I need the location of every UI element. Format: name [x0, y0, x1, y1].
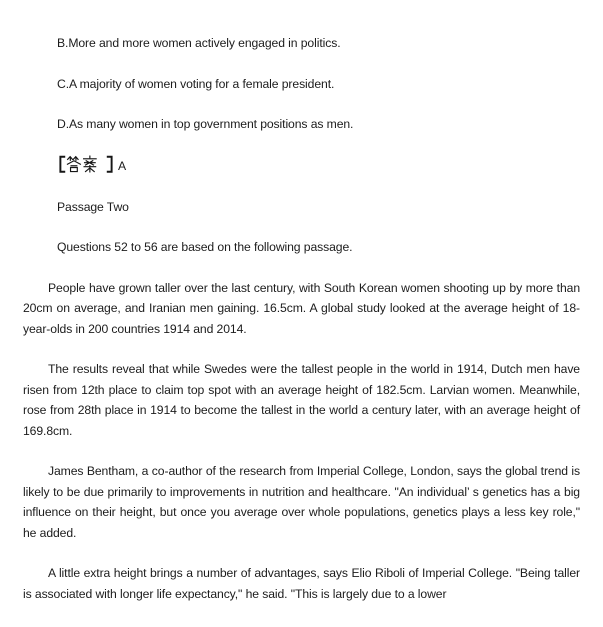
passage-paragraph-2: The results reveal that while Swedes were the tallest people in the world in 1914, Dutch men have risen from 12th place to claim top spot with an average height of 182.5cm. Larvian women. Meanwhile, rose from 28th place in 1914 to become the tallest in the world a century later, with an average height of 169.8cm.	[23, 362, 580, 438]
passage-heading: Passage Two	[57, 199, 129, 214]
passage-paragraph-1: People have grown taller over the last century, with South Korean women shooting up by more than 20cm on average, and Iranian men gaining. 16.5cm. A global study looked at the average height of 18-year-olds in 200 countries 1914 and 2014.	[23, 280, 580, 336]
answer-value: A	[118, 159, 127, 173]
option-c: C.A majority of women voting for a female president.	[57, 76, 335, 91]
option-b: B.More and more women actively engaged in politics.	[57, 36, 341, 50]
passage-paragraph-4: A little extra height brings a number of advantages, says Elio Riboli of Imperial College. "Being taller is associated with longer life expectancy," he said. "This is largely due to a lower	[23, 566, 580, 601]
passage-instruction: Questions 52 to 56 are based on the following passage.	[57, 240, 353, 254]
answer-label-cjk	[57, 155, 115, 174]
answer-line	[23, 155, 580, 177]
option-d: D.As many women in top government positions as men.	[57, 117, 354, 131]
passage-paragraph-3: James Bentham, a co-author of the research from Imperial College, London, says the global trend is likely to be due primarily to improvements in nutrition and healthcare. "An individual’ s genetics has a big influence on their height, but once you average over whole populations, genetics plays a less key role," he added.	[23, 464, 580, 540]
